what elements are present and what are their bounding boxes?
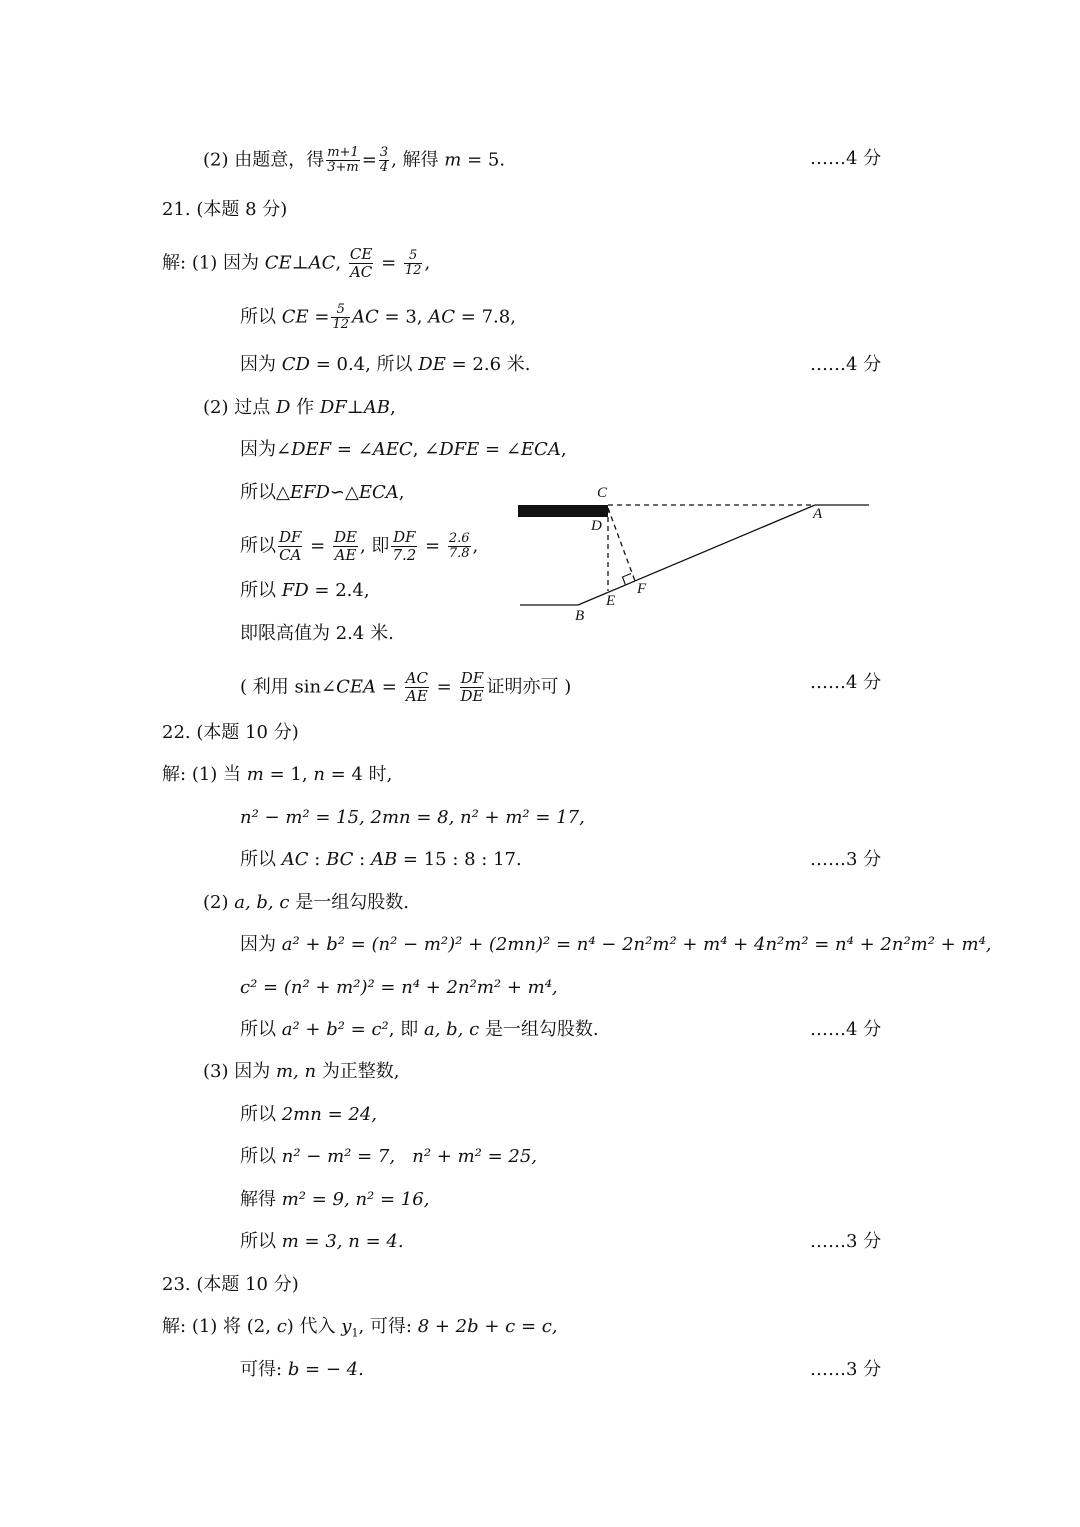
var: y	[341, 1316, 352, 1337]
fraction-den: AC	[349, 263, 373, 281]
var: ECA	[358, 482, 399, 503]
text: = 4 时,	[330, 764, 393, 785]
q21-part1-line3	[240, 352, 530, 378]
q21-part2-line2	[240, 437, 567, 463]
var: CE	[264, 252, 292, 274]
q21-part2-line6: 即限高值为 2.4 米.	[240, 623, 394, 644]
text: 为正整数,	[321, 1061, 400, 1082]
text: 因为∠	[240, 439, 292, 460]
equation: 8 + 2b + c = c,	[417, 1316, 558, 1337]
var: DE	[418, 354, 446, 375]
fraction-den: 12	[332, 317, 350, 332]
perp-symbol: ⊥	[291, 252, 309, 274]
score-label: ……4 分	[810, 148, 882, 169]
barrier-bar	[518, 505, 608, 517]
q20-text: 由题意，得	[234, 149, 325, 171]
fraction-num: 3	[379, 145, 389, 160]
fraction-num: AC	[405, 669, 428, 687]
fraction-num: m+1	[327, 145, 359, 160]
text: , ∠	[412, 439, 440, 460]
text: 因为	[234, 1061, 271, 1082]
score-label: ……4 分	[810, 354, 882, 375]
similar-symbol: ∽△	[329, 482, 359, 503]
var: CEA	[336, 676, 377, 698]
q21-part2-line5	[240, 578, 370, 604]
q21-part1-line2	[240, 303, 516, 332]
text: 可得:	[240, 1359, 283, 1380]
fraction	[379, 146, 389, 175]
var: AC	[308, 252, 336, 274]
score-label: ……3 分	[810, 849, 882, 870]
equals: =	[381, 676, 397, 698]
fraction-num: DF	[393, 528, 416, 546]
fraction-num: 5	[331, 303, 350, 318]
equals: =	[314, 306, 330, 328]
var: AB	[370, 849, 398, 870]
var: AC	[352, 306, 379, 328]
fraction-num: 2.6	[448, 531, 470, 546]
fraction-num: 5	[404, 249, 423, 264]
comma: ,	[560, 439, 567, 460]
text: = 1,	[269, 764, 308, 785]
equation: a² + b² = (n² − m²)² + (2mn)² = n⁴ − 2n²m² + m⁴ + 4n²m² = n⁴ + 2n²m² + m⁴,	[281, 934, 992, 955]
equals: =	[436, 676, 452, 698]
q23-header: 23. (本题 10 分)	[162, 1274, 299, 1295]
score-label: ……4 分	[810, 1019, 882, 1040]
q22-part3-line5	[240, 1229, 404, 1255]
text: = ∠	[336, 439, 373, 460]
geometry-diagram	[515, 478, 875, 628]
q23-part1-line2	[240, 1357, 364, 1383]
text: , 即	[388, 1019, 419, 1040]
fraction-den: 3+m	[327, 160, 359, 175]
text: 证明亦可 )	[486, 676, 572, 698]
equals: =	[310, 535, 326, 557]
text: 作	[296, 397, 315, 418]
text: 所以	[240, 1231, 276, 1252]
var: BC	[326, 849, 354, 870]
comma: ,	[472, 535, 479, 557]
fraction	[278, 529, 302, 564]
part-label: (1)	[191, 252, 218, 274]
equation: n² + m² = 25,	[412, 1146, 538, 1167]
var: AEC	[372, 439, 413, 460]
var: FD	[281, 580, 309, 601]
fraction	[333, 529, 358, 564]
equals: =	[425, 535, 441, 557]
colon: :	[314, 849, 321, 870]
equation: a² + b² = c²	[281, 1019, 389, 1040]
var: CE	[281, 306, 309, 328]
equals: =	[361, 149, 377, 171]
part-label: (3)	[203, 1061, 229, 1082]
var: a, b, c	[234, 892, 290, 913]
q22-part1-line3	[240, 847, 522, 873]
q21-part2-line4	[240, 529, 478, 564]
line-ab	[578, 505, 815, 605]
equation: 2mn = 24,	[281, 1104, 377, 1125]
subscript: 1	[351, 1326, 359, 1340]
line-df	[608, 508, 635, 581]
text: 因为	[223, 252, 260, 274]
fraction	[405, 670, 429, 705]
q22-part3-line3	[240, 1144, 537, 1170]
q21-part1-line1	[162, 246, 430, 281]
var: m	[246, 764, 264, 785]
equation: m² = 9,	[281, 1189, 350, 1210]
fraction-den: AE	[405, 687, 428, 705]
var: AC	[428, 306, 456, 328]
score-label: ……4 分	[810, 672, 882, 693]
solution-label: 解:	[162, 764, 187, 785]
text: 是一组勾股数.	[295, 892, 409, 913]
q22-part3-line1	[203, 1059, 400, 1085]
q21-header: 21. (本题 8 分)	[162, 199, 288, 220]
var: DEF	[291, 439, 332, 460]
text: 所以	[240, 306, 276, 328]
text: = 2.6 米.	[451, 354, 531, 375]
fraction-den: DE	[460, 687, 484, 705]
q23-part1-line1	[162, 1314, 558, 1340]
text: 所以	[240, 1019, 276, 1040]
fraction-den: 7.8	[448, 546, 470, 561]
fraction-num: CE	[349, 245, 373, 263]
q22-part3-line4	[240, 1187, 429, 1213]
text: = 7.8,	[460, 306, 516, 328]
colon: :	[359, 849, 366, 870]
var: ECA	[520, 439, 561, 460]
var: c	[276, 1316, 287, 1337]
text: 所以	[240, 849, 276, 870]
text: 将 (2,	[223, 1316, 271, 1337]
var: n	[313, 764, 325, 785]
part-label: (1)	[191, 764, 218, 785]
q20-text: = 5.	[467, 149, 506, 171]
equals: =	[381, 252, 397, 274]
equation: n² = 16,	[355, 1189, 430, 1210]
q22-part2-line4	[240, 1017, 599, 1043]
q22-part2-line3: c² = (n² + m²)² = n⁴ + 2n²m² + m⁴,	[240, 977, 558, 998]
text: , 可得:	[358, 1316, 412, 1337]
text: 所以△	[240, 482, 290, 503]
var: a, b, c	[423, 1019, 480, 1040]
var: D	[275, 397, 291, 418]
text: 所以	[240, 535, 276, 557]
text: 所以	[240, 1104, 276, 1125]
text: ) 代入	[286, 1316, 336, 1337]
fraction-den: 4	[379, 160, 389, 175]
var: m, n	[275, 1061, 317, 1082]
text: = ∠	[485, 439, 521, 460]
fraction-num: DE	[334, 528, 357, 546]
var: m	[444, 149, 462, 171]
q20-part2-line	[203, 146, 505, 175]
q21-part2-line7	[240, 670, 571, 705]
text: 所以	[240, 1146, 276, 1167]
text: = 3,	[384, 306, 423, 328]
text: = 2.4,	[314, 580, 370, 601]
var: EFD	[289, 482, 330, 503]
fraction-num: DF	[460, 669, 484, 687]
q22-part1-line2: n² − m² = 15, 2mn = 8, n² + m² = 17,	[240, 807, 585, 828]
text: 因为	[240, 934, 276, 955]
equation: n² − m² = 7,	[281, 1146, 396, 1167]
equation: b = − 4.	[287, 1359, 364, 1380]
text: = 0.4, 所以	[315, 354, 413, 375]
q21-part2-line1	[203, 395, 396, 421]
fraction-num: DF	[279, 528, 302, 546]
text: 因为	[240, 354, 276, 375]
part-label: (2)	[203, 892, 229, 913]
solution-label: 解:	[162, 1316, 187, 1337]
perp-symbol: ⊥	[346, 397, 364, 418]
point-d-label: D	[591, 518, 602, 534]
text: 当	[223, 764, 242, 785]
fraction	[391, 529, 417, 564]
score-label: ……3 分	[810, 1231, 882, 1252]
score-label: ……3 分	[810, 1359, 882, 1380]
var: CD	[281, 354, 310, 375]
q22-part1-line1	[162, 762, 392, 788]
text: 所以	[240, 580, 276, 601]
part-label: (2)	[203, 397, 229, 418]
point-f-label: F	[637, 581, 647, 597]
comma: ,	[335, 252, 342, 274]
comma: ,	[398, 482, 405, 503]
comma: ,	[389, 397, 396, 418]
fraction	[349, 246, 373, 281]
var: DF	[319, 397, 347, 418]
fraction	[404, 249, 423, 278]
text: ( 利用 sin∠	[240, 676, 337, 698]
var: DFE	[439, 439, 480, 460]
equation: m = 3,	[281, 1231, 343, 1252]
q22-part3-line2	[240, 1102, 377, 1128]
point-c-label: C	[597, 485, 608, 501]
equation: n = 4.	[348, 1231, 404, 1252]
point-b-label: B	[575, 608, 585, 624]
q22-header: 22. (本题 10 分)	[162, 722, 299, 743]
fraction	[326, 146, 360, 175]
q21-part2-line3	[240, 480, 405, 506]
var: AB	[363, 397, 390, 418]
text: 解得	[240, 1189, 276, 1210]
point-a-label: A	[813, 506, 823, 522]
var: AC	[281, 849, 309, 870]
q20-part2-label: (2)	[203, 149, 229, 171]
text: 是一组勾股数.	[484, 1019, 599, 1040]
solution-label: 解:	[162, 252, 187, 274]
fraction-den: 7.2	[392, 546, 417, 564]
fraction-den: 12	[404, 263, 422, 278]
q22-part2-line1	[203, 890, 409, 916]
text: = 15 : 8 : 17.	[402, 849, 522, 870]
fraction	[448, 532, 471, 561]
fraction-den: AE	[334, 546, 357, 564]
q20-text: , 解得	[391, 149, 439, 171]
text: 过点	[234, 397, 271, 418]
fraction-den: CA	[279, 546, 302, 564]
fraction	[460, 670, 485, 705]
text: , 即	[359, 535, 390, 557]
point-e-label: E	[606, 593, 616, 609]
fraction	[331, 303, 350, 332]
part-label: (1)	[191, 1316, 218, 1337]
comma: ,	[424, 252, 431, 274]
q22-part2-line2	[240, 932, 991, 958]
